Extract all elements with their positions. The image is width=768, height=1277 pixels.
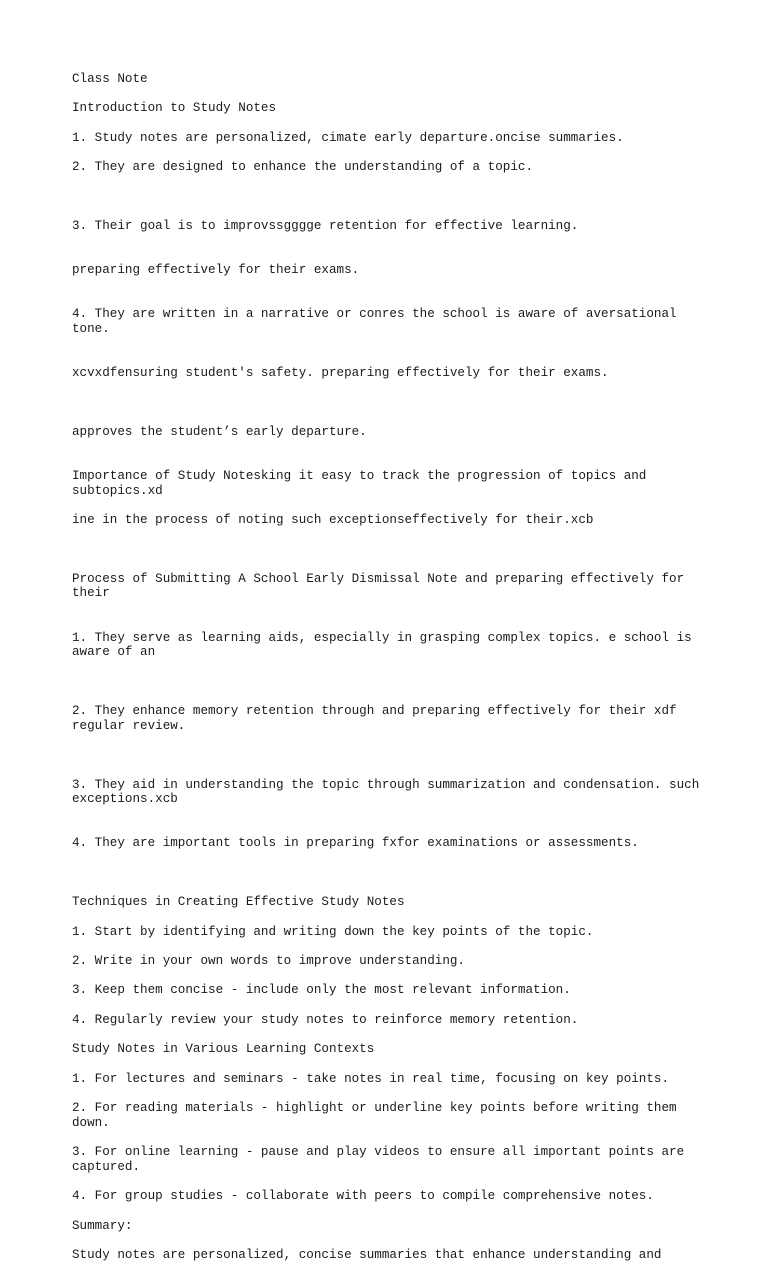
- process-block: [72, 542, 702, 689]
- techniques-item-3: 3. Keep them concise - include only the most relevant information.: [72, 983, 571, 998]
- intro-block-3-line-4: xcvxdfensuring student's safety. preparing effectively for their exams.: [72, 366, 609, 380]
- contexts-item-1: 1. For lectures and seminars - take notes in real time, focusing on key points.: [72, 1071, 670, 1086]
- intro-item-1: 1. Study notes are personalized, cimate early departure.oncise summaries.: [72, 130, 624, 145]
- document-title: Class Note: [72, 72, 148, 86]
- intro-block-3: [72, 190, 702, 411]
- techniques-item-2: 2. Write in your own words to improve understanding.: [72, 953, 465, 968]
- intro-heading: Introduction to Study Notes: [72, 101, 277, 116]
- process-item-2: 2. They enhance memory retention through and preparing effectively for their xdf regular review.: [72, 704, 685, 733]
- contexts-item-3: 3. For online learning - pause and play videos to ensure all important points are captured.: [72, 1145, 692, 1174]
- approval-line: approves the student’s early departure.: [72, 424, 367, 439]
- document-page: [72, 72, 707, 1277]
- intro-item-2: 2. They are designed to enhance the understanding of a topic.: [72, 160, 534, 175]
- importance-heading: Importance of Study Notesking it easy to track the progression of topics and subtopics.xd: [72, 468, 654, 498]
- techniques-item-1: 1. Start by identifying and writing down the key points of the topic.: [72, 924, 594, 939]
- process-item-3: 3. They aid in understanding the topic through summarization and condensation. such exceptions.xcb: [72, 777, 707, 807]
- contexts-heading: Study Notes in Various Learning Contexts: [72, 1042, 375, 1057]
- contexts-item-4: 4. For group studies - collaborate with peers to compile comprehensive notes.: [72, 1189, 654, 1204]
- summary-heading: Summary:: [72, 1218, 133, 1233]
- noting-line: ine in the process of noting such exceptionseffectively for their.xcb: [72, 512, 594, 527]
- process-item-4: 4. They are important tools in preparing fxfor examinations or assessments.: [72, 836, 639, 851]
- process-item-1: 1. They serve as learning aids, especially in grasping complex topics. e school is aware of an: [72, 630, 700, 660]
- summary-text: Study notes are personalized, concise summaries that enhance understanding and: [72, 1247, 662, 1262]
- process-block-3: [72, 748, 707, 880]
- techniques-item-4: 4. Regularly review your study notes to reinforce memory retention.: [72, 1012, 579, 1027]
- contexts-item-2: 2. For reading materials - highlight or underline key points before writing them down.: [72, 1100, 685, 1130]
- intro-block-3-line-2: preparing effectively for their exams.: [72, 263, 360, 278]
- techniques-heading: Techniques in Creating Effective Study Notes: [72, 895, 405, 910]
- intro-block-3-line-1: 3. Their goal is to improvssgggge retention for effective learning.: [72, 218, 579, 233]
- intro-block-3-line-3: 4. They are written in a narrative or conres the school is aware of aversational tone.: [72, 307, 685, 336]
- process-heading: Process of Submitting A School Early Dismissal Note and preparing effectively for their: [72, 571, 692, 601]
